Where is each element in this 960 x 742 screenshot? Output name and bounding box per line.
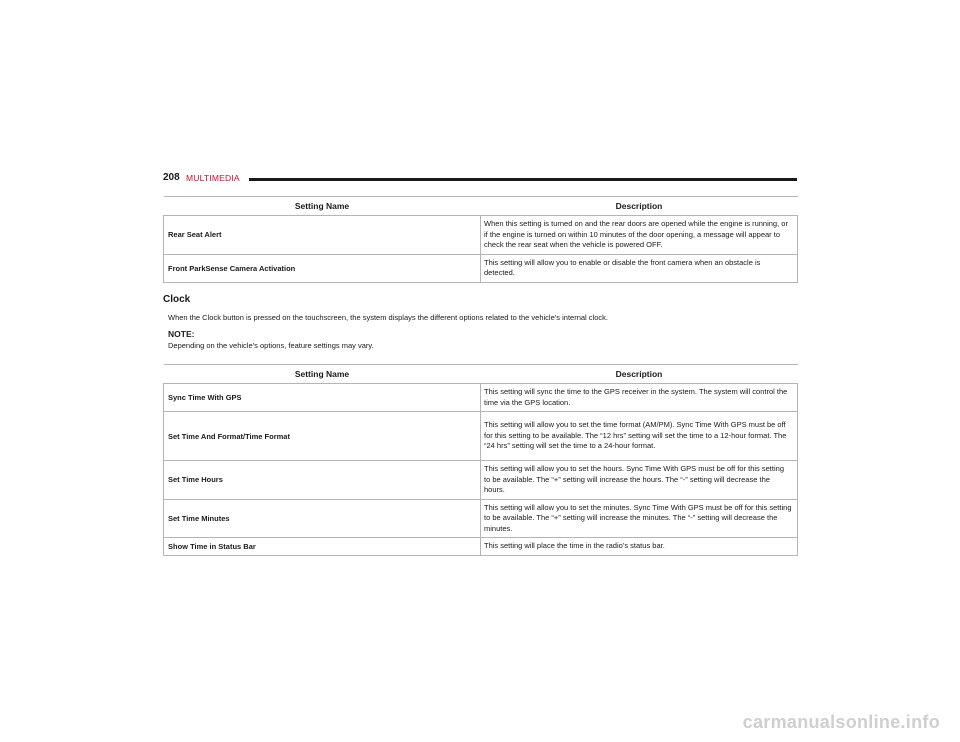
section-heading-clock: Clock	[163, 294, 191, 305]
setting-name: Front ParkSense Camera Activation	[164, 254, 481, 282]
setting-description: This setting will place the time in the radio’s status bar.	[481, 538, 798, 556]
setting-name: Show Time in Status Bar	[164, 538, 481, 556]
setting-description: When this setting is turned on and the rear doors are opened while the engine is running, or if the engine is turned on within 10 minutes of the door opening, a message will appear to check the rear seat when the vehicle is powered OFF.	[481, 216, 798, 255]
table-row	[164, 538, 798, 556]
page-number: 208	[163, 172, 180, 183]
setting-description: This setting will allow you to set the time format (AM/PM). Sync Time With GPS must be off for this setting to be available. The “12 hrs” setting will set the time to a 12-hour format. The “24 hrs” setting will set the time to a 24-hour format.	[481, 412, 798, 461]
column-header-description: Description	[481, 197, 798, 216]
table-row	[164, 461, 798, 500]
setting-name: Set Time And Format/Time Format	[164, 412, 481, 461]
watermark-logo: carmanualsonline.info	[742, 712, 940, 732]
setting-description: This setting will allow you to set the hours. Sync Time With GPS must be off for this setting to be available. The “+” setting will increase the hours. The “-” setting will decrease the hours.	[481, 461, 798, 500]
clock-intro-text: When the Clock button is pressed on the touchscreen, the system displays the different options related to the vehicle’s internal clock.	[168, 313, 608, 322]
settings-table-clock	[163, 364, 798, 556]
settings-table-general	[163, 196, 798, 283]
note-label: NOTE:	[168, 329, 195, 339]
note-text: Depending on the vehicle’s options, feature settings may vary.	[168, 341, 374, 350]
table-row	[164, 216, 798, 255]
setting-name: Set Time Hours	[164, 461, 481, 500]
column-header-description: Description	[481, 365, 798, 384]
table-header-row	[164, 197, 798, 216]
header-rule	[249, 178, 797, 181]
setting-description: This setting will sync the time to the GPS receiver in the system. The system will control the time via the GPS location.	[481, 384, 798, 412]
table-row	[164, 499, 798, 538]
setting-name: Set Time Minutes	[164, 499, 481, 538]
column-header-setting-name: Setting Name	[164, 197, 481, 216]
table-row	[164, 254, 798, 282]
setting-name: Sync Time With GPS	[164, 384, 481, 412]
table-row	[164, 412, 798, 461]
section-title: MULTIMEDIA	[186, 173, 240, 183]
table-row	[164, 384, 798, 412]
page-header	[163, 172, 797, 186]
setting-description: This setting will allow you to set the minutes. Sync Time With GPS must be off for this setting to be available. The “+” setting will increase the minutes. The “-” setting will decrease the minutes.	[481, 499, 798, 538]
table-header-row	[164, 365, 798, 384]
column-header-setting-name: Setting Name	[164, 365, 481, 384]
setting-name: Rear Seat Alert	[164, 216, 481, 255]
setting-description: This setting will allow you to enable or disable the front camera when an obstacle is detected.	[481, 254, 798, 282]
